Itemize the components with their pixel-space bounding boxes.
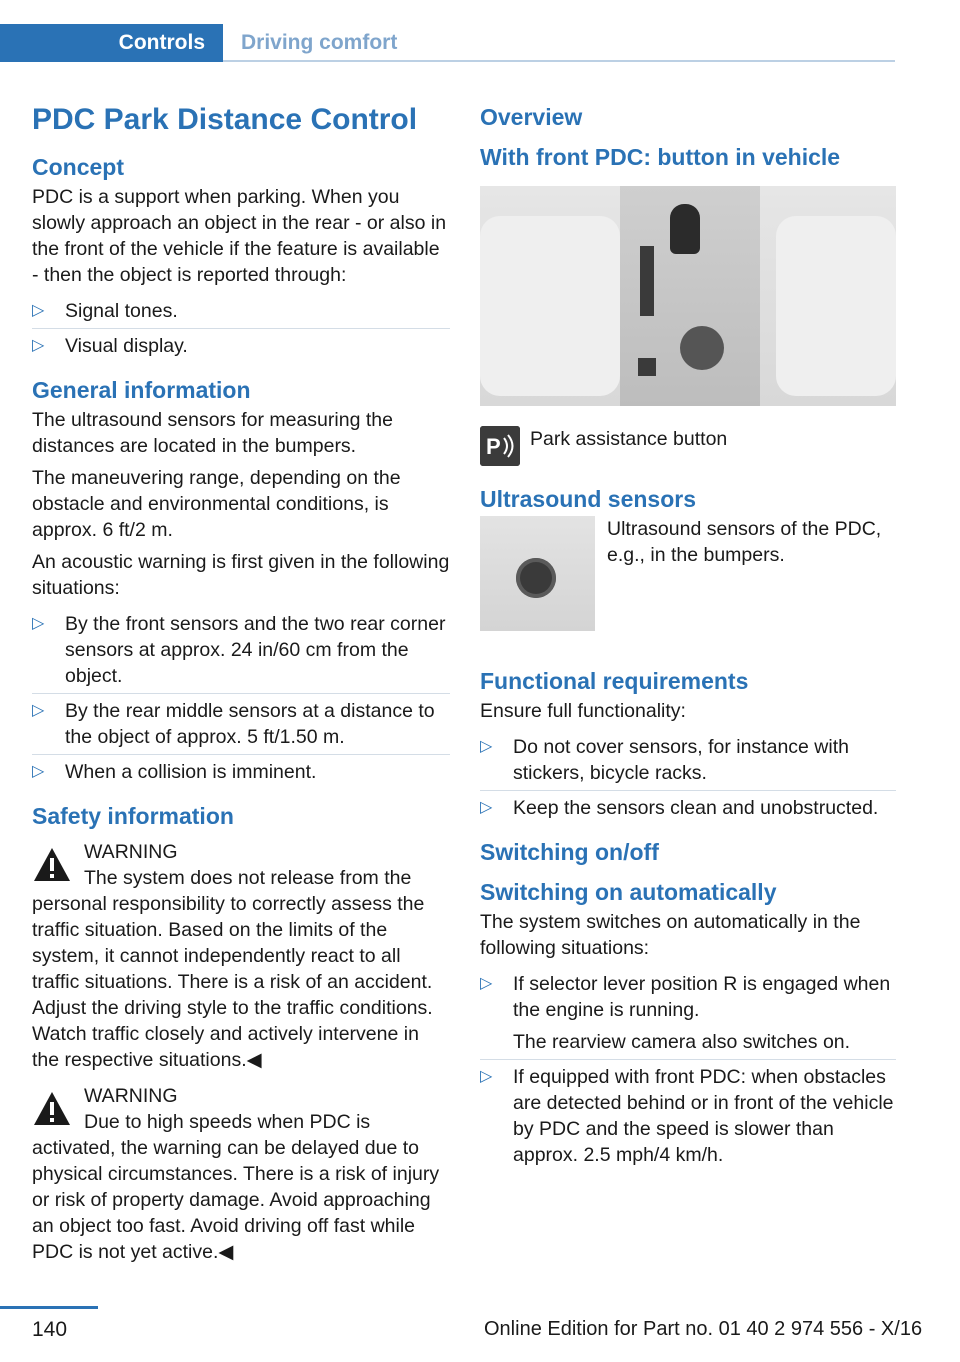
triangle-bullet-icon: ▷ bbox=[480, 1068, 493, 1085]
functional-heading: Functional requirements bbox=[480, 668, 749, 694]
park-assist-button-in-photo bbox=[638, 358, 656, 376]
center-console-photo bbox=[480, 186, 896, 406]
list-item: ▷ By the front sensors and the two rear corner sensors at approx. 24 in/60 cm from the object. bbox=[32, 607, 450, 694]
button-caption bbox=[480, 426, 896, 468]
right-column bbox=[480, 96, 896, 1184]
triangle-bullet-icon: ▷ bbox=[32, 763, 45, 780]
concept-heading: Concept bbox=[32, 154, 124, 180]
list-item: ▷ Signal tones. bbox=[32, 294, 450, 329]
triangle-bullet-icon: ▷ bbox=[32, 615, 45, 632]
front-pdc-heading: With front PDC: button in vehicle bbox=[480, 144, 841, 170]
sensors-heading: Ultrasound sensors bbox=[480, 486, 696, 512]
seat-left bbox=[480, 216, 620, 396]
list-item: ▷ Keep the sensors clean and unobstructed. bbox=[480, 797, 879, 819]
general-paragraph: An acoustic warning is first given in the following situations: bbox=[32, 551, 450, 599]
list-item: ▷ When a collision is imminent. bbox=[32, 761, 317, 783]
list-item: ▷ Visual display. bbox=[32, 335, 188, 357]
warning-block bbox=[32, 1083, 450, 1265]
warning-text: Due to high speeds when PDC is activated, the warning can be delayed due to physical circumstances. There is a risk of injury or risk of property damage. Avoid approaching an object too fast. Avoid driving off fast while PDC is not yet active.◀ bbox=[32, 1111, 440, 1263]
triangle-bullet-icon: ▷ bbox=[32, 337, 45, 354]
page-title: PDC Park Distance Control bbox=[32, 103, 418, 136]
tab-underline bbox=[223, 60, 895, 62]
footer-rule bbox=[0, 1306, 98, 1309]
page-number: 140 bbox=[32, 1318, 68, 1341]
warning-title: WARNING bbox=[84, 1085, 178, 1107]
tab-driving-comfort[interactable]: Driving comfort bbox=[241, 31, 398, 54]
list-item: ▷ If equipped with front PDC: when obstacles are detected behind or in front of the vehicle by PDC and the speed is slower than approx. 2.5 mph/4 km/h. bbox=[480, 1066, 894, 1166]
list-subtext: The rearview camera also switches on. bbox=[513, 1031, 851, 1053]
park-assistance-icon bbox=[480, 426, 520, 466]
list-item: ▷ Do not cover sensors, for instance with stickers, bicycle racks. bbox=[480, 730, 896, 791]
auto-list bbox=[480, 967, 896, 1172]
triangle-bullet-icon: ▷ bbox=[32, 302, 45, 319]
general-heading: General information bbox=[32, 377, 251, 403]
concept-text: PDC is a support when parking. When you slowly approach an object in the rear - or also in the front of the vehicle if the feature is available - then the object is reported through: bbox=[32, 186, 447, 286]
warning-title: WARNING bbox=[84, 841, 178, 863]
overview-heading: Overview bbox=[480, 104, 583, 130]
header-tabs bbox=[0, 24, 895, 62]
list-item: ▷ By the rear middle sensors at a distance to the object of approx. 5 ft/1.50 m. bbox=[32, 694, 450, 755]
button-strip bbox=[640, 246, 654, 316]
warning-text: The system does not release from the personal responsibility to correctly assess the traffic situation. Based on the limits of the system, it cannot independently react to all traffic situations. There is a risk of an accident. Adjust the driving style to the traffic conditions. Watch traffic closely and actively intervene in the respective situations.◀ bbox=[32, 867, 433, 1071]
triangle-bullet-icon: ▷ bbox=[32, 702, 45, 719]
general-list bbox=[32, 607, 450, 789]
left-column bbox=[32, 96, 450, 1275]
general-paragraph: The ultrasound sensors for measuring the distances are located in the bumpers. bbox=[32, 409, 393, 457]
general-paragraph: The maneuvering range, depending on the obstacle and environmental conditions, is approx. 6 ft/2 m. bbox=[32, 467, 401, 541]
triangle-bullet-icon: ▷ bbox=[480, 738, 493, 755]
controller-knob bbox=[680, 326, 724, 370]
warning-block bbox=[32, 839, 450, 1073]
edition-note: Online Edition for Part no. 01 40 2 974 556 - X/16 bbox=[484, 1318, 923, 1340]
functional-list bbox=[480, 730, 896, 825]
sensor-row bbox=[480, 516, 896, 644]
button-caption-text: Park assistance button bbox=[530, 428, 728, 450]
functional-text: Ensure full functionality: bbox=[480, 700, 686, 722]
safety-heading: Safety information bbox=[32, 803, 234, 829]
list-item: ▷ If selector lever position R is engaged when the engine is running. The rearview camera also switches on. bbox=[480, 967, 896, 1060]
svg-text:P: P bbox=[486, 434, 501, 459]
triangle-bullet-icon: ▷ bbox=[480, 975, 493, 992]
warning-triangle-icon bbox=[32, 845, 72, 885]
sensor-dot bbox=[516, 558, 556, 598]
seat-right bbox=[776, 216, 896, 396]
concept-list bbox=[32, 294, 450, 363]
auto-heading: Switching on automatically bbox=[480, 879, 777, 905]
sensor-photo bbox=[480, 516, 595, 631]
warning-triangle-icon bbox=[32, 1089, 72, 1129]
triangle-bullet-icon: ▷ bbox=[480, 799, 493, 816]
tab-controls[interactable]: Controls bbox=[0, 24, 223, 62]
selector-lever bbox=[670, 204, 700, 254]
switching-heading: Switching on/off bbox=[480, 839, 659, 865]
sensors-text: Ultrasound sensors of the PDC, e.g., in the bumpers. bbox=[607, 518, 882, 566]
auto-text: The system switches on automatically in the following situations: bbox=[480, 911, 861, 959]
